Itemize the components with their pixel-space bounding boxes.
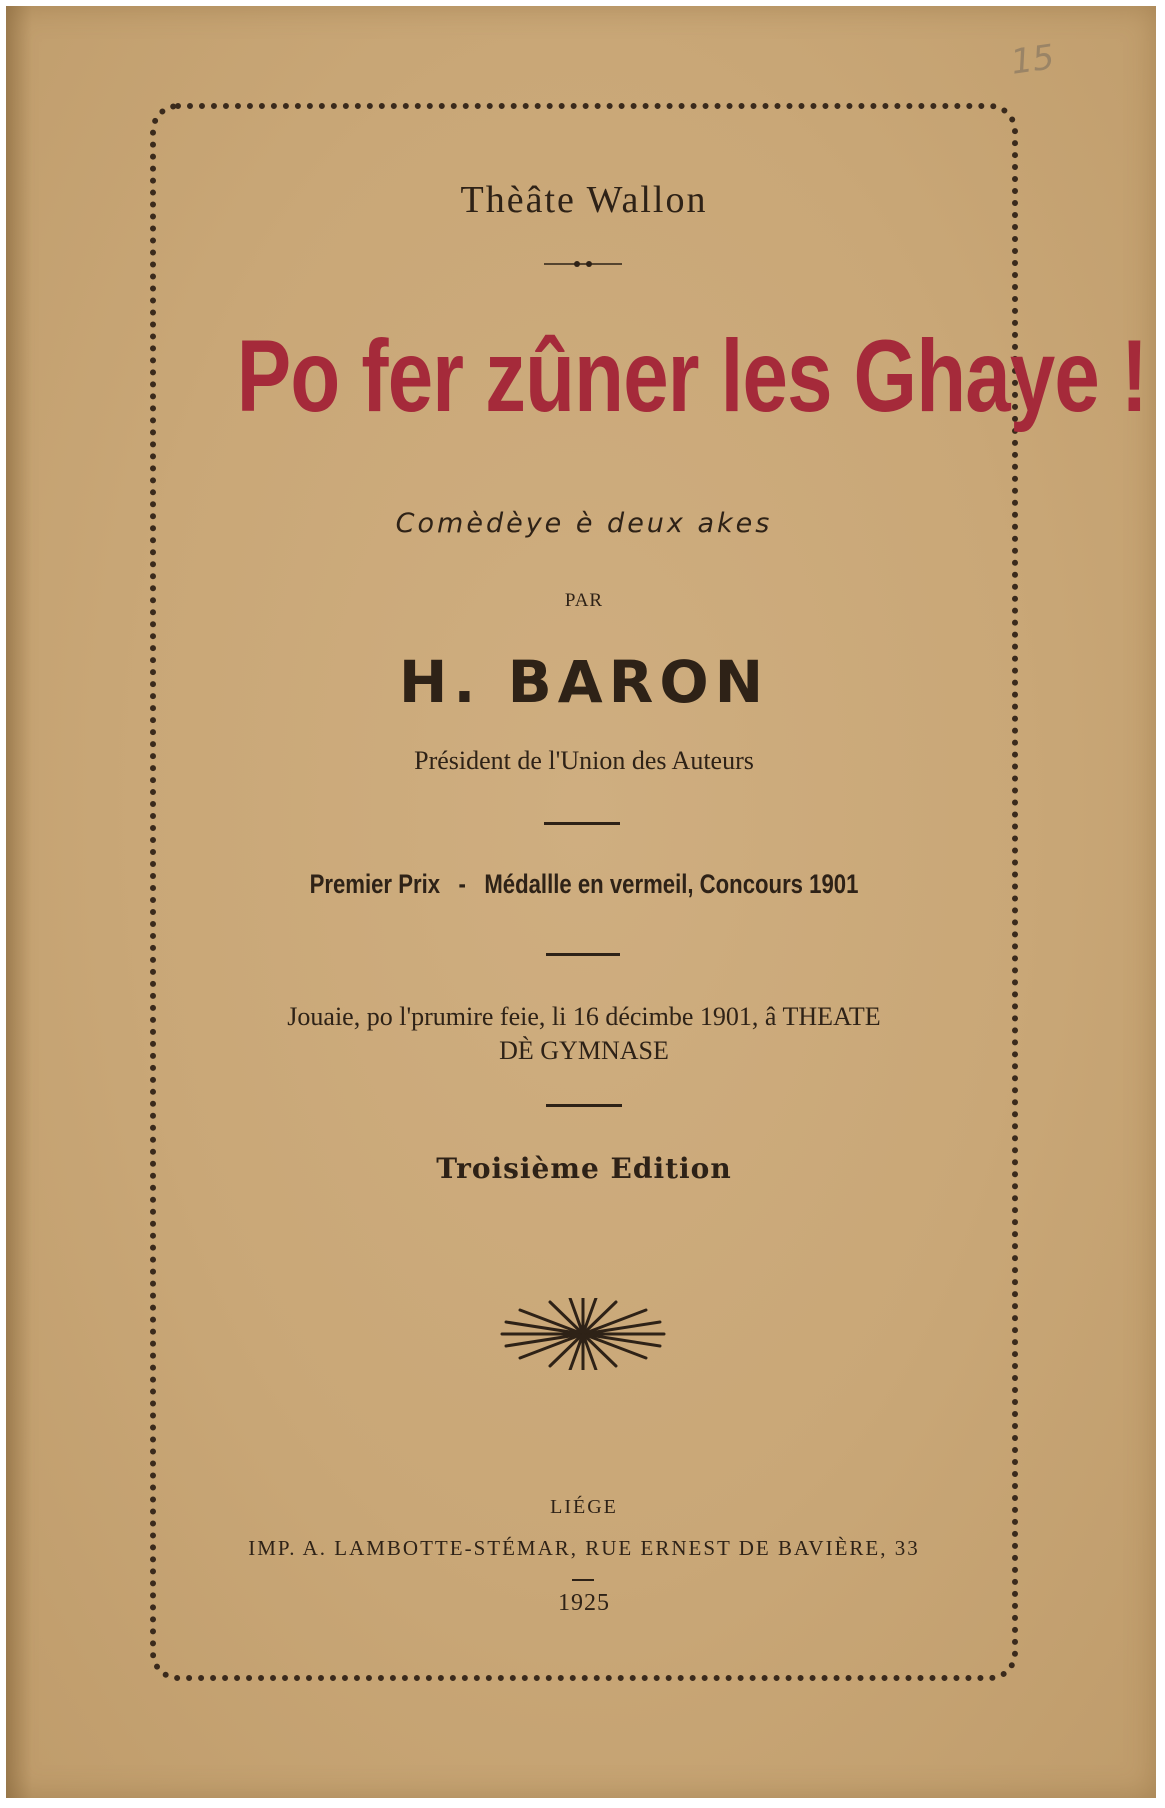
main-title: Po fer zûner les Ghaye !	[236, 319, 1148, 433]
performance-line-1: Jouaie, po l'prumire feie, li 16 décimbe 1901, â THEATE	[287, 1002, 881, 1031]
divider-rule-1	[544, 822, 620, 825]
year-dash	[572, 1579, 594, 1581]
pencil-note: 15	[1008, 37, 1057, 83]
divider-rule-3	[546, 1104, 622, 1107]
spine-shadow	[6, 6, 32, 1798]
publication-year: 1925	[558, 1590, 610, 1616]
starburst-ornament-icon	[500, 1298, 666, 1370]
subtitle: Comèdèye è deux akes	[395, 508, 773, 539]
by-label: PAR	[564, 590, 604, 611]
performance-line-2: DÈ GYMNASE	[499, 1036, 669, 1065]
author-role: Président de l'Union des Auteurs	[414, 746, 754, 775]
small-ornament-icon	[544, 258, 622, 270]
divider-rule-2	[546, 953, 620, 956]
printer-line: IMP. A. LAMBOTTE-STÉMAR, RUE ERNEST DE BAVIÈRE, 33	[248, 1536, 920, 1560]
author-name: H. BARON	[398, 648, 770, 716]
city-label: LIÉGE	[550, 1496, 618, 1518]
performance-note	[150, 1000, 1018, 1068]
edition-label: Troisième Edition	[436, 1152, 732, 1185]
series-title: Thèâte Wallon	[460, 179, 708, 221]
prize-line: Premier Prix - Médallle en vermeil, Concours 1901	[309, 869, 859, 899]
